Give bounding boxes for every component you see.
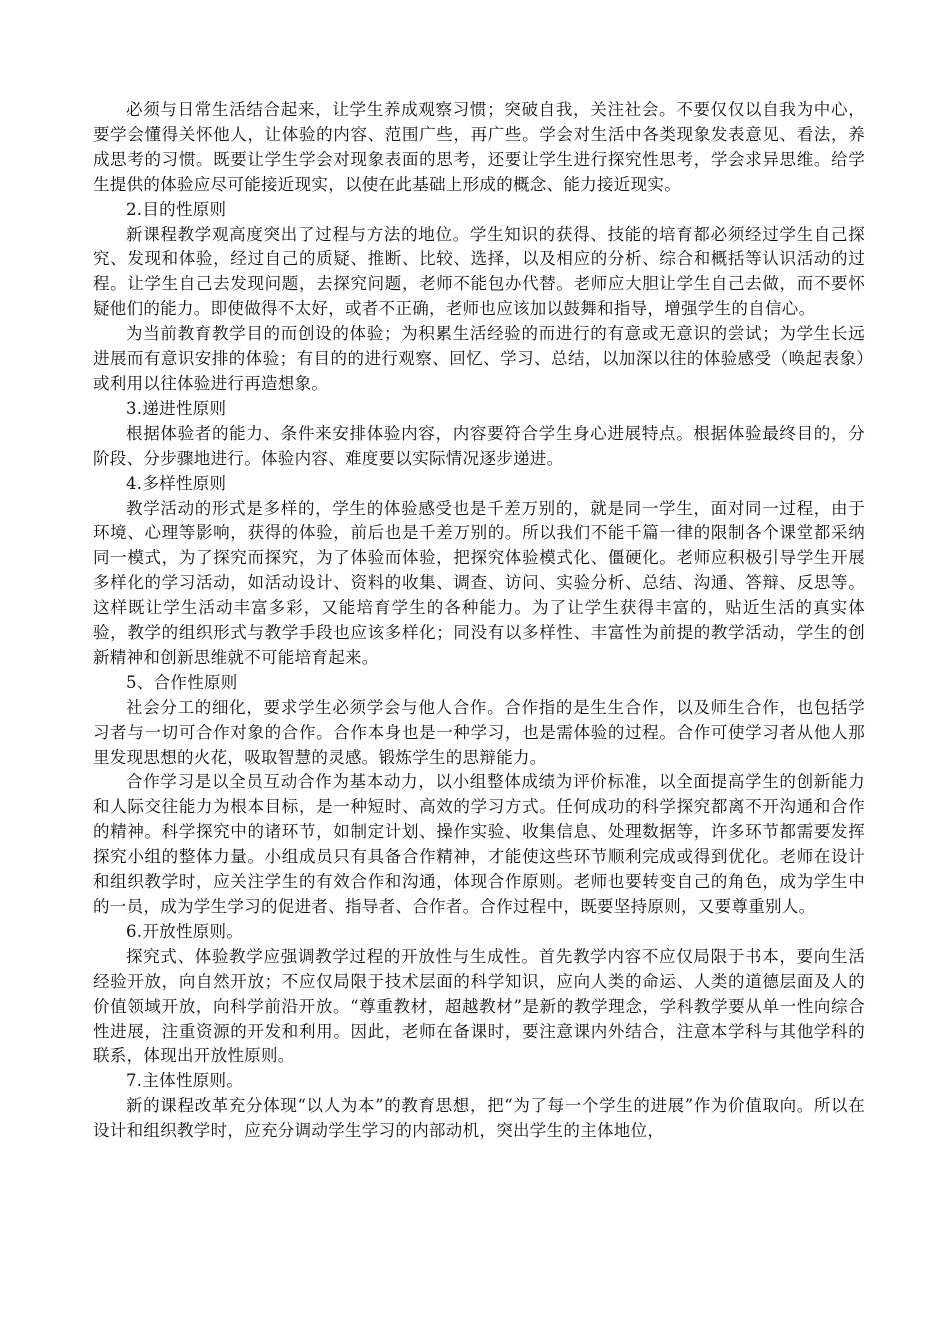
document-page bbox=[93, 98, 865, 1144]
paragraph-progressive: 根据体验者的能力、条件来安排体验内容，内容要符合学生身心进展特点。根据体验最终目的，分阶段、分步骤地进行。体验内容、难度要以实际情况逐步递进。 bbox=[93, 423, 865, 468]
paragraph-purpose-2: 为当前教育教学目的而创设的体验；为积累生活经验的而进行的有意或无意识的尝试；为学生长远进展而有意识安排的体验；有目的的进行观察、回忆、学习、总结，以加深以往的体验感受（唤起表象）或利用以往体验进行再造想象。 bbox=[93, 324, 865, 393]
heading-diversity-principle: 4.多样性原则 bbox=[126, 473, 227, 493]
paragraph-purpose-1: 新课程教学观高度突出了过程与方法的地位。学生知识的获得、技能的培育都必须经过学生自己探究、发现和体验，经过自己的质疑、推断、比较、选择，以及相应的分析、综合和概括等认识活动的过程。让学生自己去发现问题，去探究问题，老师不能包办代替。老师应大胆让学生自己去做，而不要怀疑他们的能力。即使做得不太好，或者不正确，老师也应该加以鼓舞和指导，增强学生的自信心。 bbox=[93, 224, 865, 319]
paragraph-openness: 探究式、体验教学应强调教学过程的开放性与生成性。首先教学内容不应仅局限于书本，要向生活经验开放，向自然开放；不应仅局限于技术层面的科学知识，应向人类的命运、人类的道德层面及人的价值领域开放，向科学前沿开放。“尊重教材，超越教材”是新的教学理念，学科教学要从单一性向综合性进展，注重资源的开发和利用。因此，老师在备课时，要注意课内外结合，注意本学科与其他学科的联系，体现出开放性原则。 bbox=[93, 946, 865, 1066]
heading-openness-principle: 6.开放性原则。 bbox=[126, 921, 244, 941]
heading-progressive-principle: 3.递进性原则 bbox=[126, 398, 227, 418]
heading-subjectivity-principle: 7.主体性原则。 bbox=[126, 1071, 244, 1091]
paragraph-cooperation-2: 合作学习是以全员互动合作为基本动力，以小组整体成绩为评价标准，以全面提高学生的创新能力和人际交往能力为根本目标，是一种短时、高效的学习方式。任何成功的科学探究都离不开沟通和合作的精神。科学探究中的诸环节，如制定计划、操作实验、收集信息、处理数据等，许多环节都需要发挥探究小组的整体力量。小组成员只有具备合作精神，才能使这些环节顺利完成或得到优化。老师在设计和组织教学时，应关注学生的有效合作和沟通，体现合作原则。老师也要转变自己的角色，成为学生中的一员，成为学生学习的促进者、指导者、合作者。合作过程中，既要坚持原则，又要尊重别人。 bbox=[93, 772, 865, 916]
paragraph-subjectivity: 新的课程改革充分体现“以人为本”的教育思想，把“为了每一个学生的进展”作为价值取向。所以在设计和组织教学时，应充分调动学生学习的内部动机，突出学生的主体地位， bbox=[93, 1096, 865, 1141]
paragraph-diversity: 教学活动的形式是多样的，学生的体验感受也是千差万别的，就是同一学生，面对同一过程，由于环境、心理等影响，获得的体验，前后也是千差万别的。所以我们不能千篇一律的限制各个课堂都采纳同一模式，为了探究而探究，为了体验而体验，把探究体验模式化、僵硬化。老师应积极引导学生开展多样化的学习活动，如活动设计、资料的收集、调查、访问、实验分析、总结、沟通、答辩、反思等。这样既让学生活动丰富多彩，又能培育学生的各种能力。为了让学生获得丰富的，贴近生活的真实体验，教学的组织形式与教学手段也应该多样化；同没有以多样性、丰富性为前提的教学活动，学生的创新精神和创新思维就不可能培育起来。 bbox=[93, 498, 865, 667]
paragraph-observation: 必须与日常生活结合起来，让学生养成观察习惯；突破自我，关注社会。不要仅仅以自我为中心，要学会懂得关怀他人，让体验的内容、范围广些，再广些。学会对生活中各类现象发表意见、看法，养成思考的习惯。既要让学生学会对现象表面的思考，还要让学生进行探究性思考，学会求异思维。给学生提供的体验应尽可能接近现实，以使在此基础上形成的概念、能力接近现实。 bbox=[93, 100, 865, 194]
heading-cooperation-principle: 5、合作性原则 bbox=[126, 672, 238, 692]
heading-purpose-principle: 2.目的性原则 bbox=[126, 199, 227, 219]
paragraph-cooperation-1: 社会分工的细化，要求学生必须学会与他人合作。合作指的是生生合作，以及师生合作，也包括学习者与一切可合作对象的合作。合作本身也是一种学习，也是需体验的过程。合作可使学习者从他人那里发现思想的火花，吸取智慧的灵感。锻炼学生的思辩能力。 bbox=[93, 697, 865, 767]
